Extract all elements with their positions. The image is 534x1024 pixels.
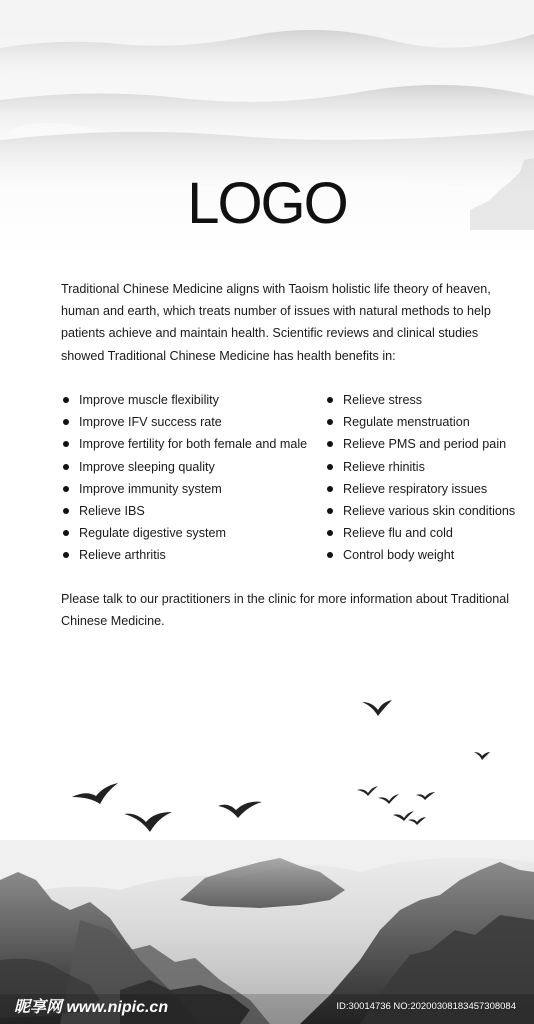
- list-item-label: Improve muscle flexibility: [79, 393, 219, 407]
- bullet-icon: [63, 552, 69, 558]
- watermark-site: 昵享网 www.nipic.cn: [14, 999, 169, 1016]
- list-item-label: Relieve IBS: [79, 503, 145, 518]
- list-item-label: Regulate digestive system: [79, 526, 226, 541]
- bullet-icon: [63, 508, 69, 514]
- list-item: [63, 433, 323, 455]
- list-item: [63, 456, 323, 478]
- bird-icon: [362, 700, 392, 716]
- bird-icon: [72, 783, 118, 804]
- list-item: [327, 456, 532, 478]
- bullet-icon: [63, 530, 69, 536]
- bullet-icon: [63, 441, 69, 447]
- list-item-label: Relieve arthritis: [79, 548, 166, 563]
- bird-icon: [218, 802, 262, 818]
- list-item: [327, 544, 532, 566]
- bullet-icon: [327, 530, 333, 536]
- bird-icon: [124, 812, 172, 832]
- bird-icon: [474, 752, 490, 760]
- list-item-label: Relieve respiratory issues: [343, 481, 488, 496]
- list-item: [327, 522, 532, 544]
- list-item-label: Control body weight: [343, 548, 455, 563]
- benefits-list-right: [327, 389, 532, 567]
- bird-icon: [378, 794, 399, 804]
- list-item: [327, 389, 532, 411]
- list-item-label: Improve immunity system: [79, 481, 222, 496]
- closing-paragraph: Please talk to our practitioners in the clinic for more information about Traditional Chinese Medicine.: [61, 592, 510, 629]
- bullet-icon: [327, 486, 333, 492]
- list-item-label: Relieve various skin conditions: [343, 503, 516, 518]
- list-item: [63, 389, 323, 411]
- intro-paragraph: Traditional Chinese Medicine aligns with Taoism holistic life theory of heaven, human and earth, which treats number of issues with natural methods to help patients achieve and maintain health. Scientific reviews and clinical studies showed Traditional Chinese Medicine has health benefits in:: [61, 282, 491, 363]
- bird-icon: [408, 817, 426, 825]
- bullet-icon: [327, 552, 333, 558]
- bird-flock: [72, 700, 490, 832]
- list-item-label: Improve sleeping quality: [79, 459, 215, 474]
- list-item-label: Relieve rhinitis: [343, 459, 425, 474]
- bullet-icon: [327, 397, 333, 403]
- list-item: [327, 478, 532, 500]
- list-item: [327, 500, 532, 522]
- list-item: [63, 411, 323, 433]
- watermark-id: ID:30014736 NO:20200308183457308084: [336, 1001, 516, 1012]
- list-item: [327, 433, 532, 455]
- bullet-icon: [63, 486, 69, 492]
- list-item-label: Improve IFV success rate: [79, 415, 222, 430]
- bird-icon: [416, 792, 435, 800]
- list-item-label: Relieve stress: [343, 393, 423, 407]
- list-item-label: Relieve flu and cold: [343, 526, 453, 541]
- bullet-icon: [327, 441, 333, 447]
- benefits-list-left: [63, 389, 323, 567]
- bullet-icon: [327, 508, 333, 514]
- bullet-icon: [327, 419, 333, 425]
- list-item: [63, 478, 323, 500]
- bullet-icon: [63, 464, 69, 470]
- bullet-icon: [63, 419, 69, 425]
- list-item-label: Relieve PMS and period pain: [343, 437, 507, 452]
- list-item: [63, 522, 323, 544]
- logo-text: LOGO: [187, 171, 347, 236]
- list-item: [63, 544, 323, 566]
- bullet-icon: [327, 464, 333, 470]
- bird-icon: [357, 786, 378, 796]
- bullet-icon: [63, 397, 69, 403]
- list-item-label: Regulate menstruation: [343, 415, 470, 430]
- list-item: [327, 411, 532, 433]
- list-item-label: Improve fertility for both female and male: [79, 437, 308, 452]
- list-item: [63, 500, 323, 522]
